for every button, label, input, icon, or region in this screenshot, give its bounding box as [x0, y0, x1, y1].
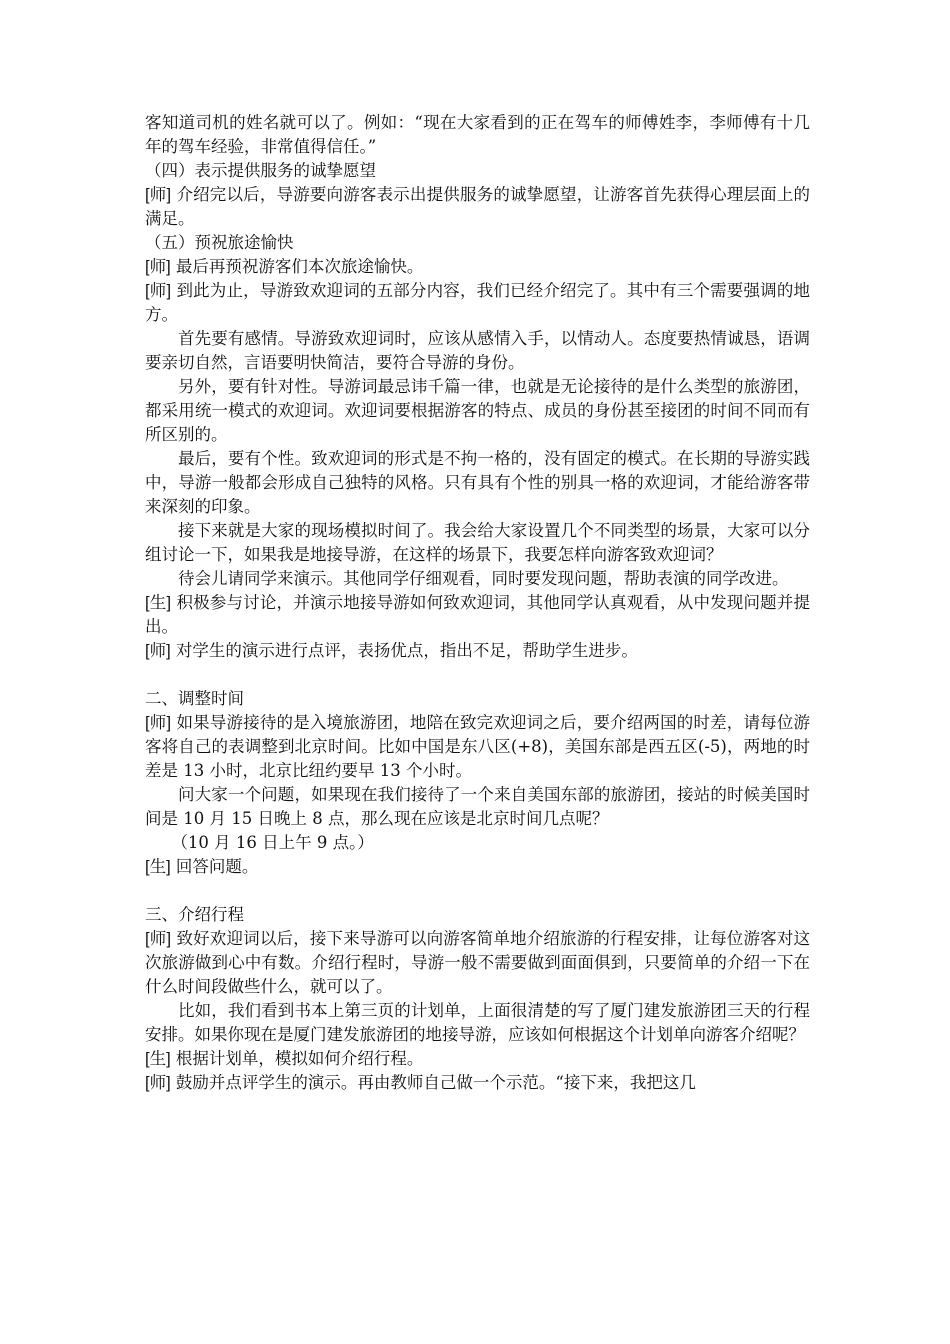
section-heading: [145, 687, 810, 711]
section-heading: [145, 231, 810, 255]
paragraph-text: 最后再预祝游客们本次旅途愉快。: [170, 257, 424, 276]
body-paragraph: [145, 831, 810, 855]
paragraph-text: 客知道司机的姓名就可以了。例如：“现在大家看到的正在驾车的师傅姓李，李师傅有十几年的驾车经验，非常值得信任。”: [145, 113, 810, 156]
paragraph-text: 积极参与讨论，并演示地接导游如何致欢迎词，其他同学认真观看，从中发现问题并提出。: [145, 593, 811, 636]
dialogue-paragraph: [145, 591, 810, 639]
paragraph-text: 另外，要有针对性。导游词最忌讳千篇一律，也就是无论接待的是什么类型的旅游团，都采用统一模式的欢迎词。欢迎词要根据游客的特点、成员的身份甚至接团的时间不同而有所区别的。: [145, 377, 810, 444]
paragraph-text: 到此为止，导游致欢迎词的五部分内容，我们已经介绍完了。其中有三个需要强调的地方。: [145, 281, 811, 324]
dialogue-paragraph: [145, 711, 810, 783]
paragraph-text: 二、调整时间: [145, 689, 244, 708]
paragraph-text: 介绍完以后，导游要向游客表示出提供服务的诚挚愿望，让游客首先获得心理层面上的满足。: [145, 185, 811, 228]
paragraph-text: 比如，我们看到书本上第三页的计划单，上面很清楚的写了厦门建发旅游团三天的行程安排。如果你现在是厦门建发旅游团的地接导游，应该如何根据这个计划单向游客介绍呢？: [145, 1001, 810, 1044]
dialogue-paragraph: [145, 927, 810, 999]
speaker-tag: [师]: [145, 714, 172, 732]
speaker-tag: [生]: [145, 858, 171, 876]
body-paragraph: [145, 327, 810, 375]
speaker-tag: [生]: [145, 594, 172, 612]
dialogue-paragraph: [145, 1071, 810, 1095]
blank-line: [145, 879, 810, 903]
paragraph-text: 接下来就是大家的现场模拟时间了。我会给大家设置几个不同类型的场景，大家可以分组讨论一下，如果我是地接导游，在这样的场景下，我要怎样向游客致欢迎词？: [145, 521, 810, 564]
paragraph-text: 三、介绍行程: [145, 905, 244, 924]
speaker-tag: [师]: [145, 642, 171, 660]
paragraph-text: 对学生的演示进行点评，表扬优点，指出不足，帮助学生进步。: [170, 641, 638, 660]
speaker-tag: [师]: [145, 282, 172, 300]
speaker-tag: [师]: [145, 1074, 171, 1092]
paragraph-text: （10 月 16 日上午 9 点。）: [171, 833, 374, 852]
blank-line: [145, 663, 810, 687]
dialogue-paragraph: [145, 255, 810, 279]
paragraph-text: 鼓励并点评学生的演示。再由教师自己做一个示范。“接下来，我把这几: [170, 1073, 696, 1092]
paragraph-text: 最后，要有个性。致欢迎词的形式是不拘一格的，没有固定的模式。在长期的导游实践中，导游一般都会形成自己独特的风格。只有具有个性的别具一格的欢迎词，才能给游客带来深刻的印象。: [145, 449, 810, 516]
paragraph-text: 待会儿请同学来演示。其他同学仔细观看，同时要发现问题，帮助表演的同学改进。: [178, 569, 789, 588]
speaker-tag: [师]: [145, 186, 172, 204]
dialogue-paragraph: [145, 1047, 810, 1071]
paragraph-text: 首先要有感情。导游致欢迎词时，应该从感情入手，以情动人。态度要热情诚恳，语调要亲切自然，言语要明快简洁，要符合导游的身份。: [145, 329, 810, 372]
body-paragraph: [145, 375, 810, 447]
paragraph-text: 回答问题。: [170, 857, 259, 876]
body-paragraph: [145, 999, 810, 1047]
paragraph-text: 问大家一个问题，如果现在我们接待了一个来自美国东部的旅游团，接站的时候美国时间是 10 月 15 日晚上 8 点，那么现在应该是北京时间几点呢？: [145, 785, 810, 828]
section-heading: [145, 903, 810, 927]
paragraph-text: （五）预祝旅途愉快: [145, 233, 294, 252]
speaker-tag: [生]: [145, 1050, 171, 1068]
body-paragraph: [145, 519, 810, 567]
paragraph-text: 如果导游接待的是入境旅游团，地陪在致完欢迎词之后，要介绍两国的时差，请每位游客将自己的表调整到北京时间。比如中国是东八区(+8)，美国东部是西五区(-5)，两地的时差是 13 小时，北京比纽约要早 13 个小时。: [145, 713, 811, 780]
dialogue-paragraph: [145, 183, 810, 231]
body-paragraph: [145, 447, 810, 519]
paragraph-text: （四）表示提供服务的诚挚愿望: [145, 161, 376, 180]
dialogue-paragraph: [145, 279, 810, 327]
body-paragraph: [145, 111, 810, 159]
dialogue-paragraph: [145, 639, 810, 663]
speaker-tag: [师]: [145, 258, 171, 276]
paragraph-text: 致好欢迎词以后，接下来导游可以向游客简单地介绍旅游的行程安排，让每位游客对这次旅游做到心中有数。介绍行程时，导游一般不需要做到面面俱到，只要简单的介绍一下在什么时间段做些什么，就可以了。: [145, 929, 811, 996]
document-body: [145, 111, 810, 1095]
body-paragraph: [145, 567, 810, 591]
dialogue-paragraph: [145, 855, 810, 879]
speaker-tag: [师]: [145, 930, 172, 948]
body-paragraph: [145, 783, 810, 831]
paragraph-text: 根据计划单，模拟如何介绍行程。: [170, 1049, 424, 1068]
section-heading: [145, 159, 810, 183]
